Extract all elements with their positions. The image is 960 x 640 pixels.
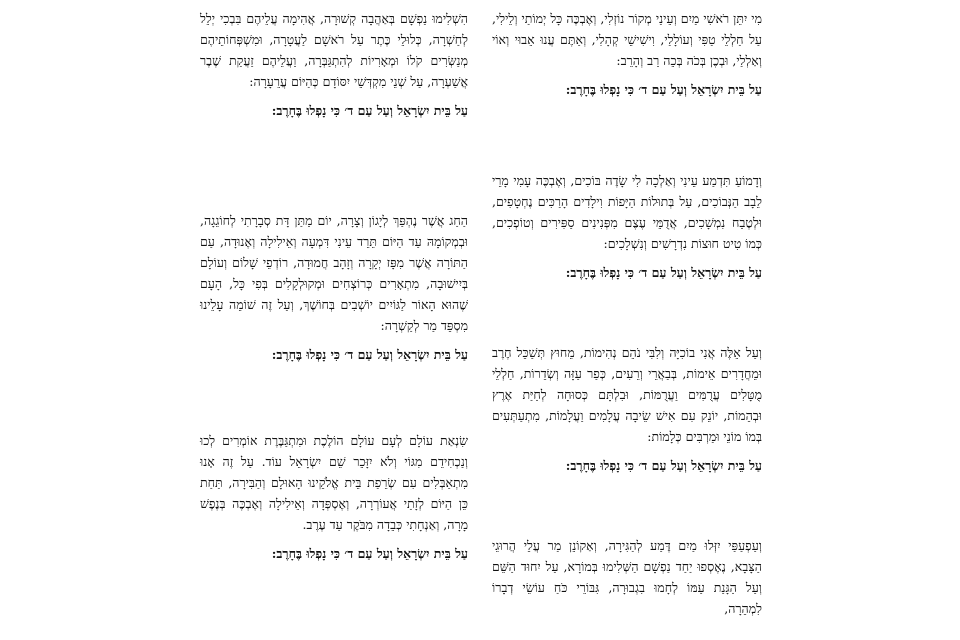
stanza-text: וְעַפְעַפַּי יִזְּלוּ מַיִם דֶּמַע לְהַגִּירָה, וְאַקוֹנֵן מַר עֲלֵי הֲרוּגֵי הַצָּבָא, נֶאֶסְפוּ יַחַד נַפְשָׁם הַשְּׁלִימוּ בְּמוֹרָא, עַל יִחוּד הַשֵּׁם וְעַל הַגָּנַת עַמּוֹ לְחָמוּ בִגְבוּרָה, גִּבּוֹרֵי כֹּחַ עוֹשֵׂי דְבָרוֹ לִמְהֵרָה,: [492, 538, 762, 616]
refrain: עַל בֵּית יִשְׂרָאֵל וְעַל עַם ד׳ כִּי נָפְלוּ בֶּחָרֶב:: [271, 347, 468, 362]
refrain: עַל בֵּית יִשְׂרָאֵל וְעַל עַם ד׳ כִּי נָפְלוּ בֶּחָרֶב:: [565, 82, 762, 97]
stanza-text: שִׂנְאַת עוֹלָם לְעָם עוֹלָם הוֹלֶכֶת וּמִתְגַּבֶּרֶת אוֹמְרִים לְכוּ וְנַכְחִידֵם מִגּוֹי וְלֹא יִזָּכֵר שֵׁם יִשְׂרָאֵל עוֹד. עַל זֶה אָנוּ מִתְאַבְּלִים עִם שְׂרֵפַת בֵּית אֱלֹקֵינוּ הָאוּלָם וְהַבִּירָה, תַּחַת כֵּן הַיּוֹם לְזָתַי אֲעוֹרְרָה, וְאֶסְפְּדָה וְאֵילִילָה וְאֶבְכֶּה בְּנֶפֶשׁ מָרָה, וְאַנְחָתִי כְּבֵדָה מִבֹּקֶר עַד עֶרֶב.: [200, 433, 468, 532]
stanza-text: הַחַג אֲשֶׁר נֶהְפַּךְ לְיָגוֹן וְצָרָה, יוֹם מַתַּן דָּת סְבָרָתִי לְחוֹגֵגָה, וּבְמְקוֹמָהּ עַד הַיּוֹם תֵּרֵד עֵינִי דִּמְעָה וְאֵילִילָה וְאֶנוּדָה, עַם הַתּוֹרָה אֲשֶׁר מִפָּז יְקָרָה וְזָהָב חֲמוּדָה, רוֹדְפֵי שָׁלוֹם וְעוֹלָם בְּיִישׁוּבָה, מִתְאָרִים כְּרוֹצְחִים וּמְקוּלְקָלִים בְּפִי כָּל, הָעָם שֶׁהוּא הָאוֹר לַגּוֹיִים יוֹשְׁבִים בְּחוֹשֶׁךְ, וְעַל זֶה שׁוֹמֵה עָלֵינוּ מִסְפֵּד מַר לְקַשְׁרָה:: [200, 213, 468, 333]
stanza: [492, 535, 762, 619]
refrain: עַל בֵּית יִשְׂרָאֵל וְעַל עַם ד׳ כִּי נָפְלוּ בֶּחָרֶב:: [565, 458, 762, 473]
stanza: [200, 210, 468, 364]
right-column: [492, 0, 762, 640]
stanza: [492, 170, 762, 282]
stanza-text: וְדָמוֹעַ תִּדְמַע עֵינִי וְאַלְכָה לִי שָׂדֶה בּוֹכִים, וְאֶבְכֶּה עָמִי מָרֵי לֵבָב הַנְּבוֹכִים, עַל בְּתוּלוֹת הַיָּפוֹת וִילָדִים הָרַכִּים נֶחְטָפִים, וּלְטֶבַח נִמְשָׁכִים, אֲדֻמֵּי עֶצֶם מִפְּנִינִים סַפִּירִים וְטוֹפְכִים, כְּמוֹ טִיט חוּצוֹת נִדְרָשִׁים וְנִשְׁלָכִים:: [492, 173, 762, 251]
stanza-text: הִשְׁלִימוּ נַפְשָׁם בְּאַהֲבָה קְשׁוּרָה, אֲהִימָה עֲלֵיהֶם בִּבְכִי יְלֵל לְחַשְׁרָה, כְּלוּלֵי כֶּתֶר עַל רֹאשָׁם לַעֲטָרָה, וּמִשְׁפְּחוֹתֵיהֶם מְנַשְּׂרִים קֹלוֹ וּמְאָרִיוֹת לְהִתְגַּבְּרָה, וַעֲלֵיהֶם זַעֲקַת שֶׁבֶר אֲשַׁעְרָה, עַל שְׁנֵי מִקְדְּשֵׁי יִסּוֹדָם כְּהַיּוֹם עֲרֵעָרָה:: [200, 11, 468, 89]
refrain: עַל בֵּית יִשְׂרָאֵל וְעַל עַם ד׳ כִּי נָפְלוּ בֶּחָרֶב:: [271, 103, 468, 118]
stanza: [492, 8, 762, 99]
stanza: [492, 342, 762, 475]
left-column: [200, 0, 468, 640]
stanza: [200, 430, 468, 563]
stanza-text: וְעַל אֵלֶּה אֲנִי בוֹכִיָּה וְלִבִּי נֹהֵם נְהִימוֹת, מֵחוּץ תְּשַׁכֵּל חֶרֶב וּמֵחֲדָרִים אֵימוֹת, בְּבַאֲרֵי וְרֵעִים, כְּפַר עַזָּה וְשְׂדֵרוֹת, חַלְלֵי מֻטָּלִים עֲרֻמִּים וַעֲרֻמּוֹת, וּבִלְתָּם כְּסוּחָה לְחַיַּת אֶרֶץ וּבְהֵמוֹת, יוֹנֵק עִם אִישׁ שֵׂיבָה עֲלָמִים וַעֲלָמוֹת, מִתְעַתְּעִים בְּמוֹ מוֹנֵי וּמַרְבִּים כְּלָמוֹת:: [492, 345, 762, 444]
stanza-text: מִי יִתֵּן רֹאשִׁי מַיִם וְעֵינַי מְקוֹר נוֹזְלִי, וְאֶבְכֶּה כָּל יְמוֹתַי וְלֵילִי, עַל חַלְלֵי טַפִּי וְעוֹלָלַי, וִישִׁישֵׁי קְהָלִי, וְאַתֶּם עֲנוּ אֵבוּי וְאוֹי וְאַלְלַי, וּבְכֶן בְּכֹה בְּכֵה רַב וְהָרֵב:: [492, 11, 762, 68]
refrain: עַל בֵּית יִשְׂרָאֵל וְעַל עַם ד׳ כִּי נָפְלוּ בֶּחָרֶב:: [271, 546, 468, 561]
refrain: עַל בֵּית יִשְׂרָאֵל וְעַל עַם ד׳ כִּי נָפְלוּ בֶּחָרֶב:: [565, 265, 762, 280]
stanza: [200, 8, 468, 120]
